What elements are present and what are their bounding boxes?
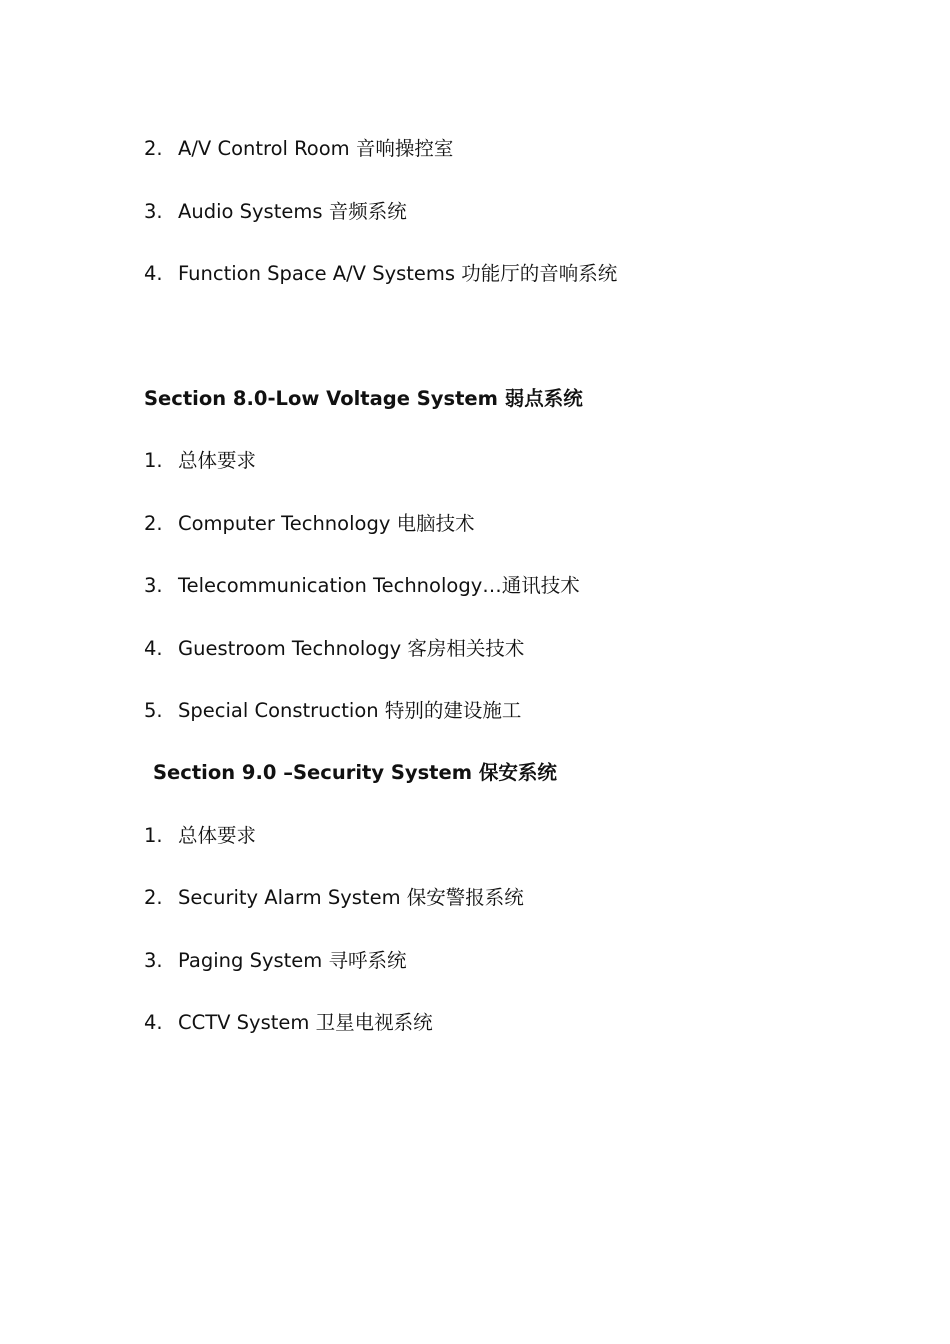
list-item (144, 696, 521, 726)
list-item-text: Computer Technology 电脑技术 (178, 512, 475, 535)
list-item-text: Guestroom Technology 客房相关技术 (178, 637, 525, 660)
list-item (144, 1008, 433, 1038)
list-item-number: 1. (144, 449, 163, 472)
list-item (144, 571, 580, 601)
list-item-text: Telecommunication Technology…通讯技术 (178, 574, 580, 597)
list-item-number: 4. (144, 1011, 163, 1034)
list-item-text: CCTV System 卫星电视系统 (178, 1011, 433, 1034)
list-item (144, 634, 524, 664)
list-item-number: 2. (144, 512, 163, 535)
list-item (144, 821, 256, 851)
section-9-heading: Section 9.0 –Security System 保安系统 (153, 761, 557, 784)
list-item-number: 4. (144, 637, 163, 660)
list-item (144, 134, 453, 164)
list-item-text: Security Alarm System 保安警报系统 (178, 886, 524, 909)
list-item-number: 2. (144, 137, 163, 160)
list-item (144, 259, 617, 289)
list-item-text: Function Space A/V Systems 功能厅的音响系统 (178, 262, 618, 285)
list-item-number: 3. (144, 949, 163, 972)
list-item (144, 197, 407, 227)
list-item-number: 3. (144, 200, 163, 223)
list-item-number: 1. (144, 824, 163, 847)
list-item (144, 446, 256, 476)
list-item (144, 883, 524, 913)
list-item-number: 5. (144, 699, 163, 722)
list-item-text: 总体要求 (178, 449, 257, 472)
list-item (144, 946, 406, 976)
list-item-number: 2. (144, 886, 163, 909)
list-item-text: Paging System 寻呼系统 (178, 949, 407, 972)
list-item-text: Audio Systems 音频系统 (178, 200, 407, 223)
list-item-text: Special Construction 特别的建设施工 (178, 699, 522, 722)
list-item-text: 总体要求 (178, 824, 257, 847)
list-item (144, 509, 475, 539)
list-item-text: A/V Control Room 音响操控室 (178, 137, 454, 160)
list-item-number: 3. (144, 574, 163, 597)
section-8-heading: Section 8.0-Low Voltage System 弱点系统 (144, 387, 583, 410)
list-item-number: 4. (144, 262, 163, 285)
